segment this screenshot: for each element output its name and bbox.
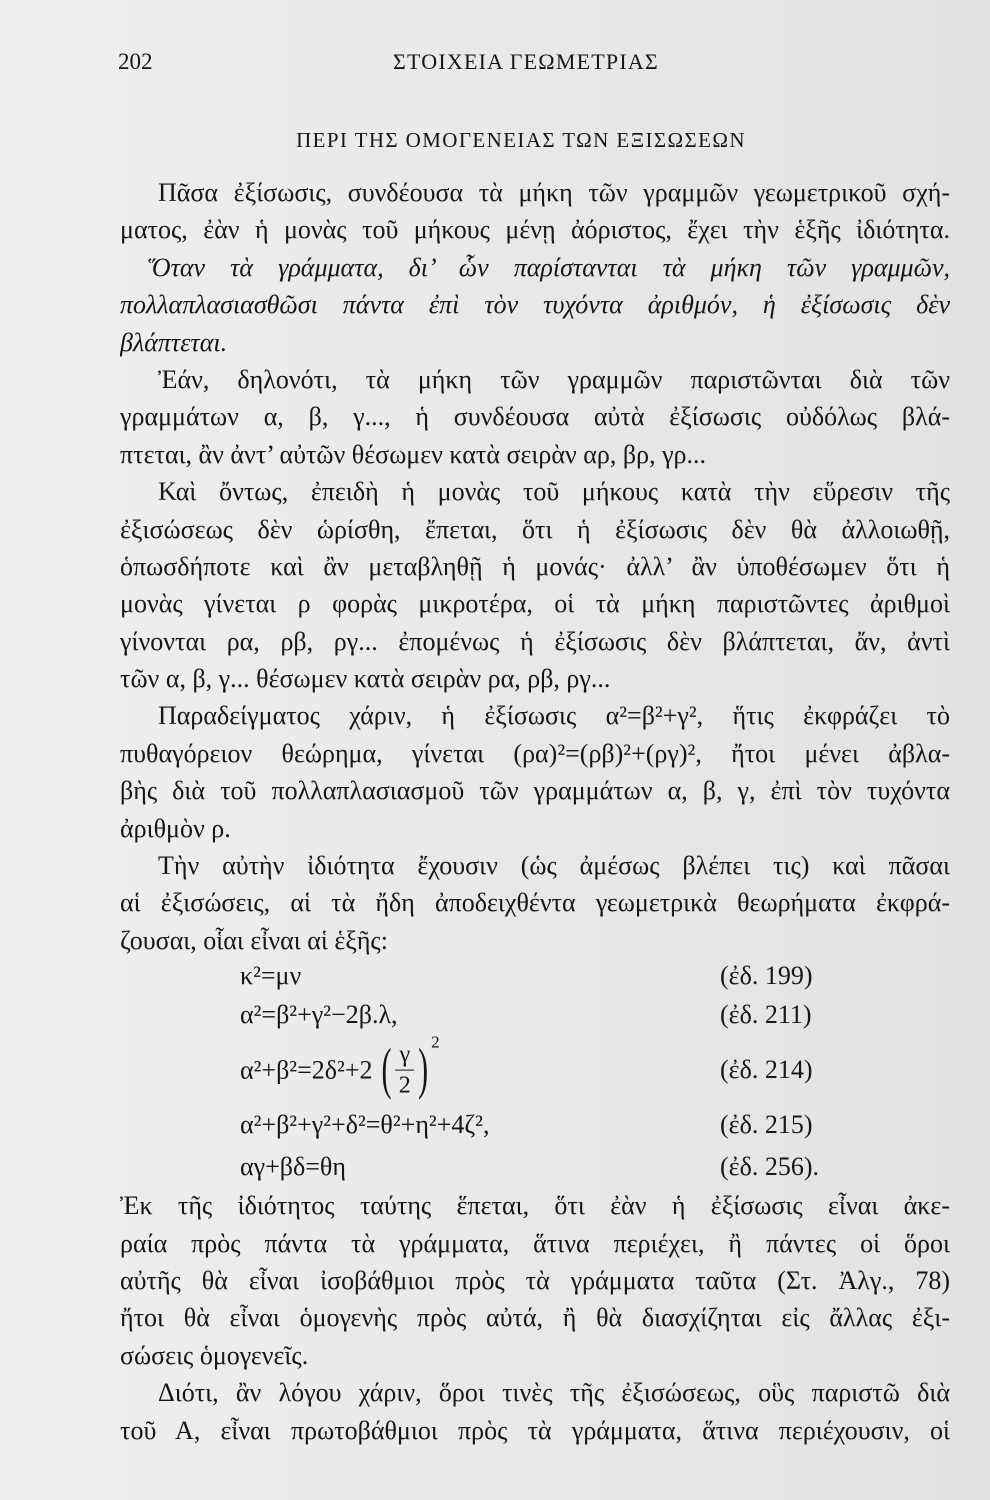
text-line: πολλαπλασιασθῶσι πάντα ἐπὶ τὸν τυχόντα ἀριθμόν, ἡ ἐξίσωσις δὲν	[120, 290, 950, 320]
exponent: 2	[431, 1032, 440, 1052]
text-line: πτεται, ἂν ἀντ’ αὐτῶν θέσωμεν κατὰ σειρὰν αρ, βρ, γρ...	[120, 439, 707, 469]
equation-expression: αγ+βδ=θη	[240, 1152, 346, 1182]
text-line: πυθαγόρειον θεώρημα, γίνεται (ρα)²=(ρβ)²+(ργ)², ἤτοι μένει ἀβλα-	[120, 738, 950, 768]
equation-row	[120, 1103, 950, 1147]
equation-expression: α²+β²+γ²+δ²=θ²+η²+4ζ²,	[240, 1110, 490, 1140]
left-parenthesis: (	[381, 1037, 392, 1101]
main-text	[120, 174, 950, 1449]
equation-left-part: α²+β²=2δ²+2	[240, 1055, 373, 1085]
text-line: ἀριθμὸν ρ.	[120, 813, 231, 843]
equation-row	[120, 959, 950, 993]
equation-list	[120, 959, 950, 1187]
text-line: γραμμάτων α, β, γ..., ἡ συνδέουσα αὐτὰ ἐξίσωσις οὐδόλως βλά-	[120, 402, 950, 432]
paragraph	[120, 1187, 950, 1374]
page-header	[120, 44, 932, 80]
paragraph	[120, 174, 950, 249]
text-line: τῶν α, β, γ... θέσωμεν κατὰ σειρὰν ρα, ρβ, ργ...	[120, 664, 611, 694]
equation-row	[120, 1147, 950, 1187]
text-line: ματος, ἐὰν ἡ μονὰς τοῦ μήκους μένῃ ἀόριστος, ἔχει τὴν ἑξῆς ἰδιότητα.	[120, 215, 950, 245]
text-line: Διότι, ἂν λόγου χάριν, ὅροι τινὲς τῆς ἐξισώσεως, οὓς παριστῶ διὰ	[158, 1378, 950, 1408]
text-line: ὁπωσδήποτε καὶ ἂν μεταβληθῇ ἡ μονάς· ἀλλ’ ἂν ὑποθέσωμεν ὅτι ἡ	[120, 551, 950, 581]
fraction-numerator: γ	[395, 1042, 414, 1070]
paragraph	[120, 697, 950, 847]
right-parenthesis: )	[418, 1037, 429, 1101]
text-line: βὴς διὰ τοῦ πολλαπλασιασμοῦ τῶν γραμμάτων α, β, γ, ἐπὶ τὸν τυχόντα	[120, 776, 950, 806]
text-line: Ἐκ τῆς ἰδιότητος ταύτης ἕπεται, ὅτι ἐὰν ἡ ἐξίσωσις εἶναι ἀκε-	[120, 1191, 950, 1221]
text-line: μονὰς γίνεται ρ φορὰς μικροτέρα, οἱ τὰ μήκη παριστῶντες ἀριθμοὶ	[120, 589, 950, 619]
paragraph	[120, 1374, 950, 1449]
text-line: γίνονται ρα, ρβ, ργ... ἐπομένως ἡ ἐξίσωσις δὲν βλάπτεται, ἄν, ἀντὶ	[120, 626, 950, 656]
text-line: βλάπτεται.	[120, 327, 228, 357]
equation-reference: (ἐδ. 211)	[720, 1000, 812, 1030]
equation-reference: (ἐδ. 256).	[720, 1152, 819, 1182]
paragraph	[120, 473, 950, 697]
fraction	[395, 1042, 414, 1099]
text-line: Ὅταν τὰ γράμματα, δι’ ὧν παρίστανται τὰ μήκη τῶν γραμμῶν,	[148, 252, 950, 282]
equation-reference: (ἐδ. 199)	[720, 961, 813, 991]
paragraph	[120, 847, 950, 959]
text-line: Ἐάν, δηλονότι, τὰ μήκη τῶν γραμμῶν παριστῶνται διὰ τῶν	[158, 364, 950, 394]
equation-reference: (ἐδ. 214)	[720, 1055, 813, 1085]
text-line: Τὴν αὐτὴν ἰδιότητα ἔχουσιν (ὡς ἀμέσως βλέπει τις) καὶ πᾶσαι	[158, 851, 950, 881]
equation-reference: (ἐδ. 215)	[720, 1110, 813, 1140]
text-line: Καὶ ὄντως, ἐπειδὴ ἡ μονὰς τοῦ μήκους κατὰ τὴν εὕρεσιν τῆς	[158, 477, 950, 507]
text-line: ραία πρὸς πάντα τὰ γράμματα, ἅτινα περιέχει, ἢ πάντες οἱ ὅροι	[120, 1228, 950, 1258]
text-line: ἐξισώσεως δὲν ὡρίσθη, ἔπεται, ὅτι ἡ ἐξίσωσις δὲν θὰ ἀλλοιωθῇ,	[120, 514, 950, 544]
equation-row	[120, 1032, 950, 1103]
text-line: σώσεις ὁμογενεῖς.	[120, 1340, 309, 1370]
text-line: τοῦ Α, εἶναι πρωτοβάθμιοι πρὸς τὰ γράμματα, ἅτινα περιέχουσιν, οἱ	[120, 1415, 950, 1445]
italic-statement	[120, 249, 950, 361]
text-line: αἱ ἐξισώσεις, αἱ τὰ ἤδη ἀποδειχθέντα γεωμετρικὰ θεωρήματα ἐκφρά-	[120, 888, 950, 918]
running-title: ΣΤΟΙΧΕΙΑ ΓΕΩΜΕΤΡΙΑΣ	[393, 49, 659, 74]
text-line: αὐτῆς θὰ εἶναι ἰσοβάθμιοι πρὸς τὰ γράμματα ταῦτα (Στ. Ἀλγ., 78)	[120, 1265, 950, 1295]
equation-expression	[240, 1032, 440, 1101]
text-line: Πᾶσα ἐξίσωσις, συνδέουσα τὰ μήκη τῶν γραμμῶν γεωμετρικοῦ σχή-	[158, 178, 950, 207]
text-line: ζουσαι, οἷαι εἶναι αἱ ἑξῆς:	[120, 925, 388, 955]
section-title: ΠΕΡΙ ΤΗΣ ΟΜΟΓΕΝΕΙΑΣ ΤΩΝ ΕΞΙΣΩΣΕΩΝ	[296, 128, 746, 152]
text-line: Παραδείγματος χάριν, ἡ ἐξίσωσις α²=β²+γ², ἥτις ἐκφράζει τὸ	[158, 701, 950, 731]
page-number: 202	[118, 49, 153, 74]
equation-expression: α²=β²+γ²−2β.λ,	[240, 1000, 398, 1030]
text-line: ἤτοι θὰ εἶναι ὁμογενὴς πρὸς αὐτά, ἢ θὰ διασχίζηται εἰς ἄλλας ἐξι-	[120, 1303, 950, 1333]
fraction-denominator: 2	[398, 1072, 411, 1099]
paragraph	[120, 361, 950, 473]
equation-expression: κ²=μν	[240, 961, 302, 991]
equation-row	[120, 993, 950, 1037]
